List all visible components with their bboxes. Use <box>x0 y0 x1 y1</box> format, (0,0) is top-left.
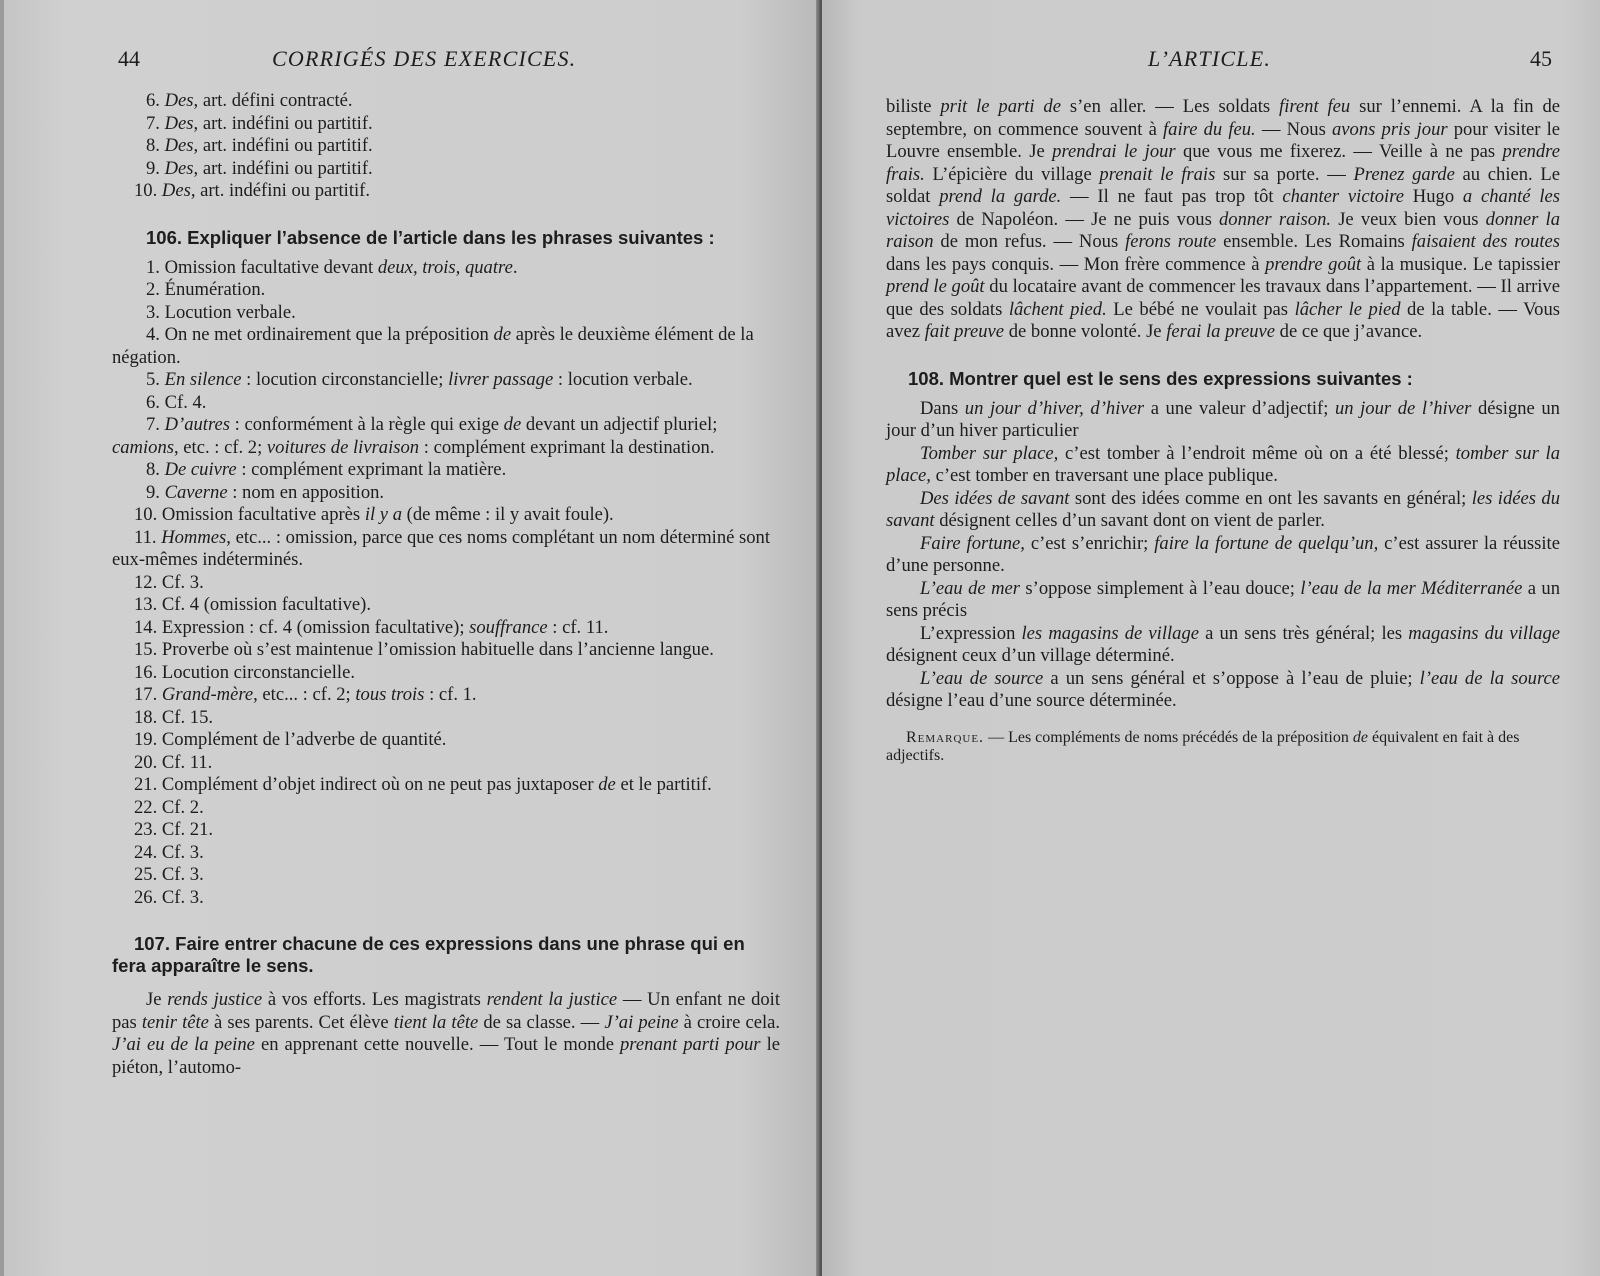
emphasis: de <box>503 414 522 435</box>
text-run: Complément de l’adverbe de quantité. <box>161 729 447 750</box>
text-run: : locution circonstancielle; <box>241 369 449 390</box>
text-run: Cf. 11. <box>161 751 213 773</box>
answer-item <box>112 617 780 640</box>
emphasis: avons pris jour <box>1332 118 1448 140</box>
text-run: Cf. 2. <box>161 796 204 818</box>
emphasis: prit le parti de <box>940 96 1061 117</box>
answer-item <box>112 504 780 527</box>
text-run: pour visiter le Louvre ensemble. Je <box>886 118 1561 162</box>
emphasis: prenant parti pour <box>620 1034 761 1055</box>
text-run: ensemble. Les Romains <box>1216 231 1412 252</box>
text-run: a un sens précis <box>886 577 1561 621</box>
text-run: Omission facultative devant <box>164 256 378 278</box>
emphasis: firent feu <box>1279 96 1351 117</box>
text-run: sur l’ennemi. A la fin de septembre, on commence souvent à <box>886 96 1560 140</box>
text-run: le piéton, l’automo- <box>112 1034 780 1078</box>
answer-item <box>112 257 780 280</box>
item-number: 25. <box>134 864 162 885</box>
emphasis: Des idées de savant <box>920 487 1070 509</box>
emphasis: tomber sur la place, <box>886 442 1561 486</box>
text-run: . <box>512 256 518 278</box>
answer-item <box>112 414 780 459</box>
emphasis: a chanté les victoires <box>886 186 1560 230</box>
spacer <box>886 344 1560 368</box>
running-head: CORRIGÉS DES EXERCICES. <box>272 46 577 71</box>
emphasis: voitures de livraison <box>266 436 420 458</box>
emphasis: L’eau de mer <box>920 577 1020 599</box>
emphasis: fait preuve <box>924 321 1005 342</box>
right-page <box>822 0 1600 1276</box>
item-number: 17. <box>134 684 162 705</box>
item-number: 14. <box>134 616 162 638</box>
remark <box>886 729 1560 765</box>
exercise-answer <box>886 96 1560 344</box>
emphasis: il y a <box>364 504 403 525</box>
emphasis: l’eau de la mer Méditerranée <box>1300 577 1523 599</box>
text-run: du locataire avant de commencer les travaux dans l’appartement. — Il arrive que des soldats <box>886 276 1560 320</box>
answer-item <box>112 302 780 325</box>
item-number: 22. <box>134 796 162 818</box>
text-run: Cf. 4. <box>164 391 207 413</box>
emphasis: lâchent pied. <box>1008 298 1107 320</box>
emphasis: prenait le frais <box>1099 163 1216 185</box>
text-run: On ne met ordinairement que la préposition <box>164 324 494 345</box>
item-number: 8. <box>146 459 165 480</box>
item-number: 1. <box>146 256 165 278</box>
emphasis: tenir tête <box>141 1011 209 1033</box>
text-run: — Les compléments de noms précédés de la préposition <box>984 728 1353 746</box>
answer-paragraph <box>886 578 1560 623</box>
item-number: 2. <box>146 279 165 300</box>
emphasis: Des <box>164 112 194 134</box>
text-run: L’expression <box>920 622 1022 644</box>
answer-item <box>112 527 780 572</box>
emphasis: Grand-mère <box>161 684 254 705</box>
text-run: Je veux bien vous <box>1331 208 1486 230</box>
text-run: Je <box>146 989 168 1010</box>
text-run: de bonne volonté. Je <box>1004 321 1167 342</box>
text-run: Proverbe où s’est maintenue l’omission habituelle dans l’ancienne langue. <box>161 639 714 660</box>
answer-item <box>112 639 780 662</box>
item-number: 8. <box>146 135 165 156</box>
page-number: 45 <box>1530 46 1552 71</box>
emphasis: ferai la preuve <box>1166 321 1275 342</box>
answer-item <box>112 842 780 865</box>
emphasis: de <box>493 324 512 345</box>
emphasis: ferons route <box>1125 231 1217 252</box>
remark-label: Remarque. <box>906 728 985 746</box>
item-number: 20. <box>134 751 162 773</box>
emphasis: faisaient des routes <box>1411 231 1560 252</box>
item-number: 23. <box>134 819 162 840</box>
text-run: Omission facultative après <box>161 504 365 525</box>
answer-item <box>112 707 780 730</box>
answer-item <box>112 324 780 369</box>
item-number: 13. <box>134 594 162 615</box>
answer-paragraph <box>886 668 1560 713</box>
answer-item <box>112 279 780 302</box>
emphasis: D’autres <box>164 414 231 435</box>
answer-item <box>112 158 780 181</box>
item-number: 21. <box>134 774 162 795</box>
text-run: : conformément à la règle qui exige <box>230 414 504 435</box>
item-number: 9. <box>146 157 165 179</box>
text-run: à ses parents. Cet élève <box>208 1011 394 1033</box>
text-run: de Napoléon. — Je ne puis vous <box>949 208 1219 230</box>
answer-item <box>112 594 780 617</box>
item-number: 4. <box>146 324 165 345</box>
item-number: 18. <box>134 706 162 728</box>
text-run: Locution verbale. <box>164 301 296 323</box>
text-run: après le deuxième élément de la négation. <box>112 324 754 368</box>
text-run: sont des idées comme en ont les savants en général; <box>1069 487 1472 509</box>
text-run: : cf. 1. <box>424 684 477 705</box>
text-run: sur sa porte. — <box>1215 163 1354 185</box>
emphasis: lâcher le pied <box>1294 298 1401 320</box>
text-run: , art. indéfini ou partitif. <box>193 112 373 134</box>
text-run: , art. indéfini ou partitif. <box>190 180 370 201</box>
text-run: Hugo <box>1404 186 1463 207</box>
text-run: désignent celles d’un savant dont on vient de parler. <box>934 510 1325 531</box>
text-run: — Nous <box>1255 118 1332 140</box>
text-run: L’épicière du village <box>924 163 1100 185</box>
text-run: : locution verbale. <box>553 369 693 390</box>
text-run: Cf. 15. <box>161 706 214 728</box>
emphasis: l’eau de la source <box>1419 667 1560 689</box>
text-run: à la musique. Le tapissier <box>1361 253 1560 275</box>
answer-item <box>112 684 780 707</box>
emphasis: prendre frais. <box>886 141 1560 185</box>
answer-item <box>112 135 780 158</box>
text-run: Cf. 3. <box>161 864 204 885</box>
emphasis: souffrance <box>469 616 548 638</box>
answer-item <box>112 482 780 505</box>
spacer <box>112 249 780 257</box>
emphasis: chanter victoire <box>1282 186 1405 207</box>
text-run: — Il ne faut pas trop tôt <box>1061 186 1283 207</box>
text-run: au chien. Le soldat <box>886 163 1560 207</box>
answer-paragraph <box>886 623 1560 668</box>
emphasis: De cuivre <box>164 459 237 480</box>
emphasis: Tomber sur place, <box>920 442 1059 464</box>
emphasis: faire la fortune de quelqu’un, <box>1154 532 1379 554</box>
emphasis: prend la garde. <box>939 186 1062 207</box>
item-number: 26. <box>134 886 162 908</box>
emphasis: magasins du village <box>1408 622 1561 644</box>
emphasis: Hommes <box>161 526 227 548</box>
text-run: Cf. 21. <box>161 819 214 840</box>
emphasis: donner la raison <box>886 208 1560 252</box>
text-run: (de même : il y avait foule). <box>402 504 614 525</box>
answer-paragraph <box>886 533 1560 578</box>
emphasis: Faire fortune, <box>920 532 1025 554</box>
text-run: : cf. 11. <box>547 616 609 638</box>
text-run: — Un enfant ne doit pas <box>112 989 780 1033</box>
emphasis: Caverne <box>164 481 228 503</box>
answer-item <box>112 774 780 797</box>
text-run: Expression : cf. 4 (omission facultative); <box>161 616 470 638</box>
emphasis: Des <box>164 157 194 179</box>
text-run: Locution circonstancielle. <box>161 661 355 683</box>
item-number: 5. <box>146 369 165 390</box>
text-run: désigne l’eau d’une source déterminée. <box>886 690 1177 711</box>
item-number: 24. <box>134 841 162 863</box>
emphasis: prend le goût <box>886 276 985 297</box>
text-run: s’oppose simplement à l’eau douce; <box>1020 577 1301 599</box>
answer-item <box>112 752 780 775</box>
right-body <box>886 96 1560 765</box>
text-run: a un sens général et s’oppose à l’eau de pluie; <box>1043 667 1420 689</box>
text-run: Complément d’objet indirect où on ne peut pas juxtaposer <box>161 774 599 795</box>
text-run: Dans <box>920 397 965 419</box>
text-run: : nom en apposition. <box>227 481 385 503</box>
exercise-heading: 106. Expliquer l’absence de l’article dans les phrases suivantes : <box>146 226 715 248</box>
emphasis: livrer passage <box>448 369 554 390</box>
item-number: 11. <box>134 526 162 548</box>
emphasis: Des <box>164 90 194 111</box>
text-run: Cf. 4 (omission facultative). <box>161 594 372 615</box>
answer-item <box>112 369 780 392</box>
text-run: que vous me fixerez. — Veille à ne pas <box>1175 141 1503 162</box>
item-number: 6. <box>146 391 165 413</box>
text-run: et le partitif. <box>615 774 712 795</box>
answer-paragraph <box>886 443 1560 488</box>
emphasis: de <box>598 774 616 795</box>
answer-item <box>112 887 780 910</box>
emphasis: camions <box>112 436 174 458</box>
emphasis: J’ai eu de la peine <box>112 1034 255 1055</box>
item-number: 15. <box>134 639 162 660</box>
answer-item <box>112 572 780 595</box>
spacer <box>112 909 780 933</box>
exercise-answer <box>112 989 780 1079</box>
answer-item <box>112 864 780 887</box>
emphasis: les idées du savant <box>886 487 1560 531</box>
left-body <box>112 90 780 1079</box>
text-run: désigne un jour d’un hiver particulier <box>886 397 1560 441</box>
text-run: de sa classe. — <box>478 1011 605 1033</box>
emphasis: tous trois <box>355 684 425 705</box>
item-number: 16. <box>134 661 162 683</box>
answer-item <box>112 113 780 136</box>
emphasis: Des <box>161 180 191 201</box>
emphasis: de <box>1352 728 1368 746</box>
answer-paragraph <box>886 398 1560 443</box>
spacer <box>886 390 1560 398</box>
text-run: a une valeur d’adjectif; <box>1144 397 1335 419</box>
answer-paragraph <box>886 488 1560 533</box>
item-number: 19. <box>134 729 162 750</box>
item-number: 7. <box>146 112 165 134</box>
text-run: : complément exprimant la matière. <box>236 459 507 480</box>
item-number: 3. <box>146 301 165 323</box>
text-run: c’est tomber à l’endroit même où on a été blessé; <box>1058 442 1456 464</box>
text-run: équivalent en fait à des adjectifs. <box>886 728 1520 764</box>
text-run: de ce que j’avance. <box>1275 321 1423 342</box>
emphasis: rends justice <box>167 989 263 1010</box>
page-edge <box>0 0 4 1276</box>
answer-item <box>112 459 780 482</box>
text-run: : complément exprimant la destination. <box>419 436 715 458</box>
item-number: 9. <box>146 481 165 503</box>
text-run: Cf. 3. <box>161 841 204 863</box>
text-run: , art. indéfini ou partitif. <box>193 157 373 179</box>
spacer <box>886 713 1560 729</box>
text-run: , art. indéfini ou partitif. <box>193 135 373 156</box>
emphasis: les magasins de village <box>1021 622 1200 644</box>
page-number: 44 <box>118 46 140 71</box>
text-run: c’est s’enrichir; <box>1024 532 1155 554</box>
emphasis: L’eau de source <box>920 667 1044 689</box>
text-run: en apprenant cette nouvelle. — Tout le monde <box>254 1034 620 1055</box>
answer-item <box>112 729 780 752</box>
emphasis: J’ai peine <box>604 1011 679 1033</box>
text-run: Énumération. <box>164 279 266 300</box>
item-number: 7. <box>146 414 165 435</box>
text-run: , art. défini contracté. <box>193 90 353 111</box>
exercise-heading: 107. Faire entrer chacune de ces expressions dans une phrase qui en fera apparaître le sens. <box>112 933 745 976</box>
text-run: à croire cela. <box>678 1011 781 1033</box>
spacer <box>112 203 780 227</box>
text-run: , etc... : cf. 2; <box>253 684 356 705</box>
answer-item <box>112 662 780 685</box>
text-run: Le bébé ne voulait pas <box>1106 298 1295 320</box>
text-run: dans les pays conquis. — Mon frère commence à <box>886 253 1266 275</box>
text-run: a un sens très général; les <box>1199 622 1409 644</box>
running-head: L’ARTICLE. <box>1148 46 1272 71</box>
emphasis: rendent la justice <box>486 989 618 1010</box>
emphasis: deux, trois, quatre <box>377 256 513 278</box>
text-run: de la table. — Vous avez <box>886 298 1560 342</box>
emphasis: un jour d’hiver, d’hiver <box>964 397 1145 419</box>
text-run: c’est assurer la réussite d’une personne. <box>886 532 1560 576</box>
item-number: 10. <box>134 180 162 201</box>
text-run: Cf. 3. <box>161 886 204 908</box>
text-run: Cf. 3. <box>161 571 204 593</box>
item-number: 12. <box>134 571 162 593</box>
answer-item <box>112 90 780 113</box>
emphasis: prendre goût <box>1265 253 1362 275</box>
text-run: biliste <box>886 96 941 117</box>
answer-item <box>112 392 780 415</box>
emphasis: un jour de l’hiver <box>1334 397 1472 419</box>
answer-item <box>112 819 780 842</box>
emphasis: tient la tête <box>393 1011 479 1033</box>
answer-item <box>112 797 780 820</box>
exercise-heading: 108. Montrer quel est le sens des expressions suivantes : <box>908 367 1413 389</box>
text-run: devant un adjectif pluriel; <box>521 414 718 435</box>
emphasis: faire du feu. <box>1163 118 1256 140</box>
emphasis: donner raison. <box>1218 208 1332 230</box>
emphasis: Des <box>164 135 194 156</box>
text-run: , etc. : cf. 2; <box>173 436 267 458</box>
item-number: 10. <box>134 504 162 525</box>
answer-item <box>112 180 780 203</box>
emphasis: En silence <box>164 369 242 390</box>
text-run: désignent ceux d’un village déterminé. <box>886 645 1175 666</box>
emphasis: Prenez garde <box>1353 163 1455 185</box>
text-run: à vos efforts. Les magistrats <box>262 989 487 1010</box>
text-run: c’est tomber en traversant une place publique. <box>930 465 1278 486</box>
item-number: 6. <box>146 90 165 111</box>
text-run: s’en aller. — Les soldats <box>1061 96 1280 117</box>
spacer <box>112 977 780 989</box>
text-run: , etc... : omission, parce que ces noms complétant un nom déterminé sont eux-mêmes indéterminés. <box>112 526 771 570</box>
emphasis: prendrai le jour <box>1052 141 1176 162</box>
text-run: de mon refus. — Nous <box>933 231 1126 252</box>
